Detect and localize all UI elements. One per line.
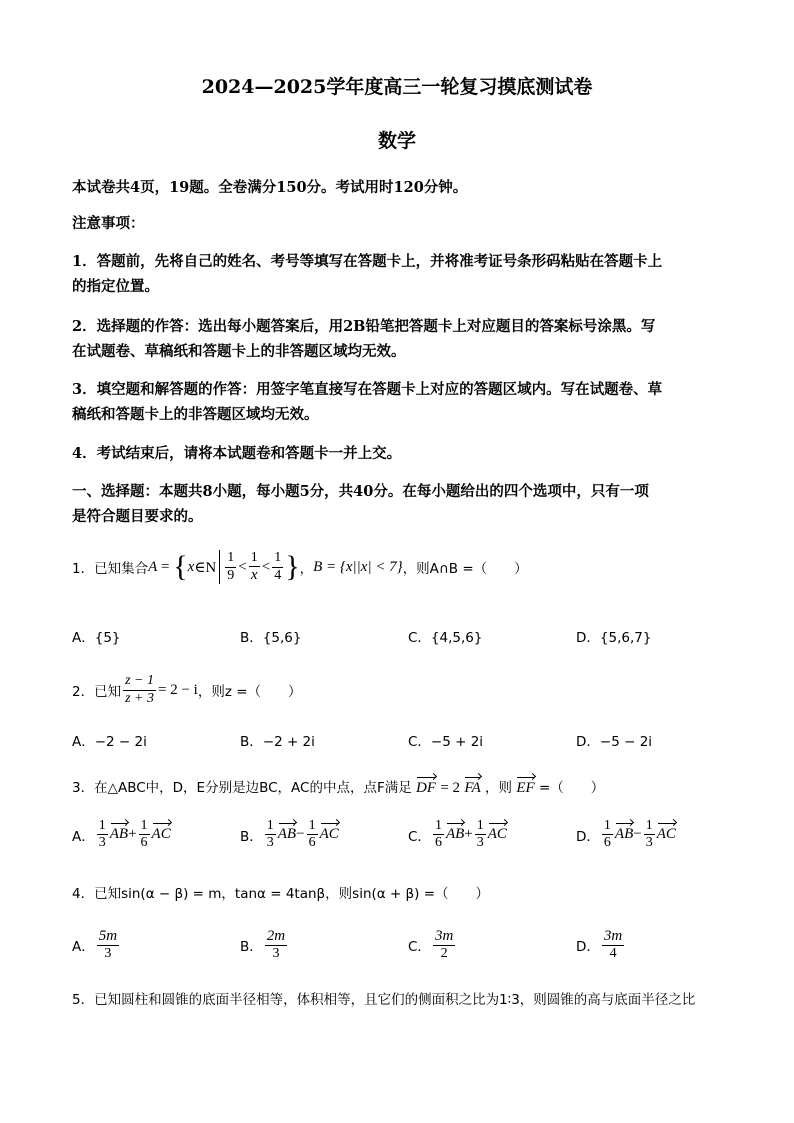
- vector-df: DF: [416, 780, 437, 796]
- q1-prefix: 1．已知集合: [72, 561, 149, 577]
- q1-in-n: ∈N: [194, 559, 217, 576]
- q1-set-a: A: [148, 558, 158, 575]
- note-4: 4．考试结束后，请将本试题卷和答题卡一并上交。: [72, 445, 402, 462]
- exam-title: 2024—2025学年度高三一轮复习摸底测试卷: [201, 76, 593, 98]
- note-1-line-1: 1．答题前，先将自己的姓名、考号等填写在答题卡上，并将准考证号条形码粘贴在答题卡上: [72, 253, 663, 270]
- q2-fraction: $\frac{z - 1}{z + 3}$: [125, 673, 154, 706]
- q3-equals: = 2: [440, 780, 461, 796]
- note-2-line-1: 2．选择题的作答：选出每小题答案后，用2B铅笔把答题卡上对应题目的答案标号涂黑。写: [72, 318, 656, 335]
- q1-frac-3: $\frac{1}{4}$: [274, 550, 282, 583]
- exam-summary: 本试卷共4页，19题。全卷满分150分。考试用时120分钟。: [72, 179, 468, 196]
- q3-option-a[interactable]: A． $\frac{1}{3}$ AB + $\frac{1}{6}$ AC: [72, 818, 171, 851]
- question-2: [72, 670, 302, 710]
- q1-frac-1: $\frac{1}{9}$: [227, 550, 235, 583]
- notice-heading: 注意事项：: [72, 215, 145, 232]
- note-3-line-1: 3．填空题和解答题的作答：用签字笔直接写在答题卡上对应的答题区域内。写在试题卷、草: [72, 381, 663, 398]
- q3-option-d[interactable]: D． $\frac{1}{6}$ AB − $\frac{1}{3}$ AC: [576, 818, 676, 851]
- q3-option-c[interactable]: C． $\frac{1}{6}$ AB + $\frac{1}{3}$ AC: [408, 818, 507, 851]
- q3-option-b[interactable]: B． $\frac{1}{3}$ AB − $\frac{1}{6}$ AC: [240, 818, 339, 851]
- note-3-line-2: 稿纸和答题卡上的非答题区域均无效。: [72, 406, 319, 423]
- q2-option-a[interactable]: A．−2 − 2i: [72, 734, 147, 750]
- vector-ef: EF: [516, 780, 535, 796]
- q2-rhs: = 2 − i: [158, 681, 198, 698]
- section-1-heading-cont: 是符合题目要求的。: [72, 508, 203, 525]
- q1-option-c[interactable]: C．{4,5,6}: [408, 630, 483, 646]
- q3-text-c: =（ ）: [538, 780, 605, 796]
- note-1-line-2: 的指定位置。: [72, 278, 159, 295]
- q1-set-b: B = {x||x| < 7}: [313, 558, 403, 575]
- q2-option-c[interactable]: C．−5 + 2i: [408, 734, 484, 750]
- q4-option-a[interactable]: A． $\frac{5m}{3}$: [72, 928, 118, 962]
- q1-frac-2: $\frac{1}{x}$: [250, 549, 258, 583]
- q2-suffix: ，则z =（ ）: [197, 684, 302, 700]
- q1-suffix: ，则A∩B =（ ）: [402, 561, 528, 577]
- question-1: 1．已知集合 A = { x ∈N $\frac{1}{9}$ < $\frac{1}{x}$ < $\frac{1}{4}$ } ， B = {x||x| < 7} ，则A∩B =（ ）: [72, 549, 528, 583]
- q2-option-d[interactable]: D．−5 − 2i: [576, 734, 653, 750]
- question-3: [72, 776, 604, 797]
- section-1-heading: 一、选择题：本题共8小题，每小题5分，共40分。在每小题给出的四个选项中，只有一项: [72, 483, 649, 500]
- q2-option-b[interactable]: B．−2 + 2i: [240, 734, 315, 750]
- q1-option-b[interactable]: B．{5,6}: [240, 630, 302, 646]
- q1-element: x: [187, 558, 195, 575]
- q3-text-a: 3．在△ABC中，D，E分别是边BC，AC的中点，点F满足: [72, 780, 412, 796]
- q1-option-d[interactable]: D．{5,6,7}: [576, 630, 652, 646]
- note-2-line-2: 在试题卷、草稿纸和答题卡上的非答题区域均无效。: [72, 343, 406, 360]
- q4-option-c[interactable]: C． $\frac{3m}{2}$: [408, 928, 454, 962]
- question-4: 4．已知sin(α − β) = m，tanα = 4tanβ，则sin(α + β) =（ ）: [72, 886, 490, 902]
- q4-option-b[interactable]: B． $\frac{2m}{3}$: [240, 928, 286, 962]
- question-5: 5．已知圆柱和圆锥的底面半径相等，体积相等，且它们的侧面积之比为1∶3，则圆锥的高与底面半径之比: [72, 992, 696, 1008]
- q2-prefix: 2．已知: [72, 684, 122, 700]
- q1-option-a[interactable]: A．{5}: [72, 630, 121, 646]
- q3-text-b: ，则: [485, 780, 513, 796]
- q4-option-d[interactable]: D． $\frac{3m}{4}$: [576, 928, 623, 962]
- subject-title: 数学: [377, 130, 416, 152]
- vector-fa: FA: [464, 780, 481, 796]
